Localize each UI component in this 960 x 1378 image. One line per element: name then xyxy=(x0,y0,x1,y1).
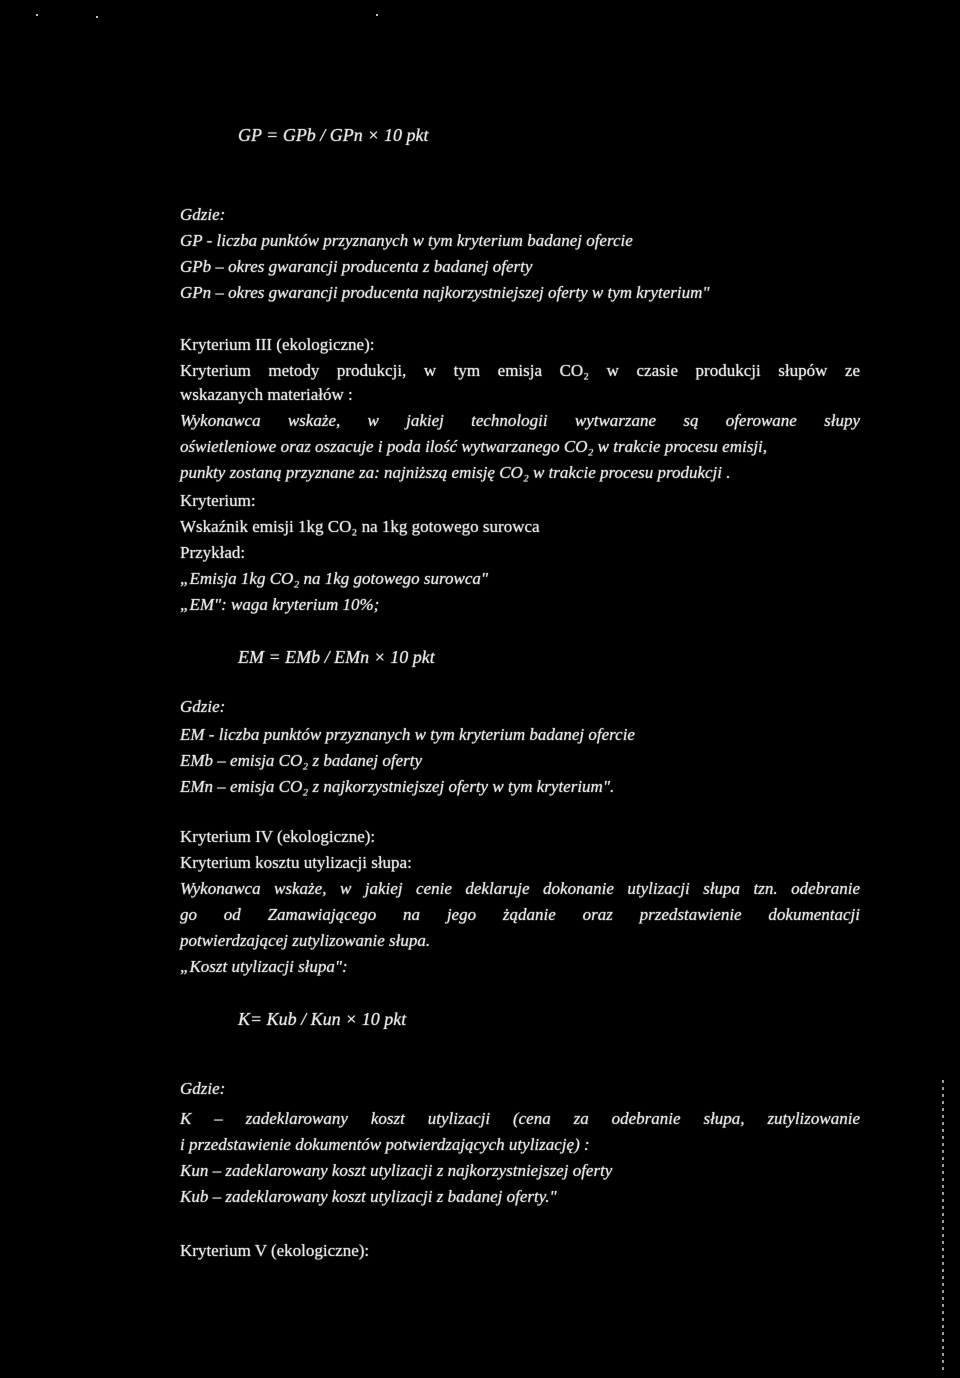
emission-indicator: Wskaźnik emisji 1kg CO₂ na 1kg gotowego surowca xyxy=(180,517,540,536)
definition-emb: EMb – emisja CO₂ z badanej oferty xyxy=(180,751,422,770)
definition-k-cont: i przedstawienie dokumentów potwierdzających utylizację) : xyxy=(180,1135,590,1154)
paragraph-line: Kryterium metody produkcji, w tym emisja CO₂ w czasie produkcji słupów ze xyxy=(180,361,860,380)
example-label: Przykład: xyxy=(180,543,246,562)
formula-k: K= Kub / Kun × 10 pkt xyxy=(238,1009,407,1029)
where-label: Gdzie: xyxy=(180,1079,226,1098)
paragraph-line: oświetleniowe oraz oszacuje i poda ilość wytwarzanego CO₂ w trakcie procesu emisji, xyxy=(180,437,768,456)
definition-k: K – zadeklarowany koszt utylizacji (cena za odebranie słupa, zutylizowanie xyxy=(180,1109,860,1128)
definition-kun: Kun – zadeklarowany koszt utylizacji z najkorzystniejszej oferty xyxy=(180,1161,613,1180)
paragraph-line: Wykonawca wskaże, w jakiej technologii wytwarzane są oferowane słupy xyxy=(180,411,860,430)
definition-gpb: GPb – okres gwarancji producenta z badanej oferty xyxy=(180,257,533,276)
section-subheading-iv: Kryterium kosztu utylizacji słupa: xyxy=(180,853,412,872)
section-heading-iv: Kryterium IV (ekologiczne): xyxy=(180,827,376,846)
section-heading-iii: Kryterium III (ekologiczne): xyxy=(180,335,375,354)
definition-kub: Kub – zadeklarowany koszt utylizacji z badanej oferty." xyxy=(180,1187,557,1206)
scan-edge-artifact xyxy=(942,1080,944,1370)
paragraph-line: potwierdzającej zutylizowanie słupa. xyxy=(180,931,431,950)
example-quote: „Emisja 1kg CO₂ na 1kg gotowego surowca" xyxy=(180,569,489,588)
scan-speck xyxy=(36,14,38,16)
definition-gpn: GPn – okres gwarancji producenta najkorzystniejszej oferty w tym kryterium" xyxy=(180,283,710,302)
cost-quote: „Koszt utylizacji słupa": xyxy=(180,957,348,976)
criterion-weight: „EM": waga kryterium 10%; xyxy=(180,595,380,614)
paragraph-line: go od Zamawiającego na jego żądanie oraz przedstawienie dokumentacji xyxy=(180,905,860,924)
paragraph-line: wskazanych materiałów : xyxy=(180,385,353,404)
where-label: Gdzie: xyxy=(180,697,226,716)
paragraph-line: punkty zostaną przyznane za: najniższą emisję CO₂ w trakcie procesu produkcji . xyxy=(180,463,731,482)
scan-speck xyxy=(96,16,98,18)
definition-gp: GP - liczba punktów przyznanych w tym kryterium badanej ofercie xyxy=(180,231,633,250)
definition-em: EM - liczba punktów przyznanych w tym kryterium badanej ofercie xyxy=(180,725,635,744)
formula-gp: GP = GPb / GPn × 10 pkt xyxy=(238,125,429,145)
paragraph-line: Wykonawca wskaże, w jakiej cenie deklaruje dokonanie utylizacji słupa tzn. odebranie xyxy=(180,879,860,898)
formula-em: EM = EMb / EMn × 10 pkt xyxy=(238,647,435,667)
scan-speck xyxy=(376,14,378,16)
section-heading-v: Kryterium V (ekologiczne): xyxy=(180,1241,370,1260)
where-label: Gdzie: xyxy=(180,205,226,224)
criterion-label: Kryterium: xyxy=(180,491,256,510)
definition-emn: EMn – emisja CO₂ z najkorzystniejszej oferty w tym kryterium". xyxy=(180,777,615,796)
